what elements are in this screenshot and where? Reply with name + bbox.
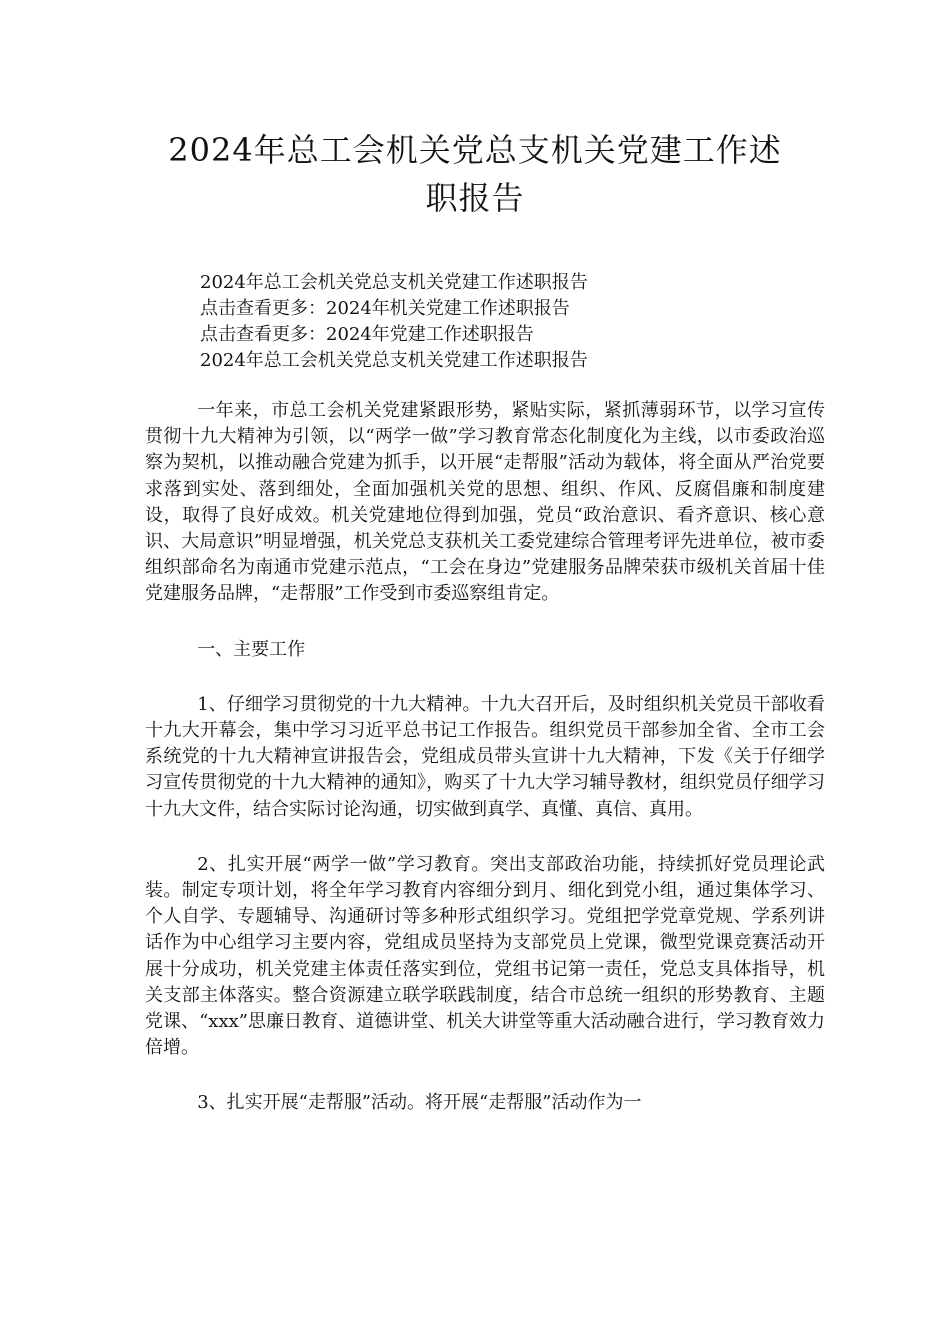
work-item-paragraph: 1、仔细学习贯彻党的十九大精神。十九大召开后，及时组织机关党员干部收看十九大开幕会，集中学习习近平总书记工作报告。组织党员干部参加全省、全市工会系统党的十九大精神宣讲报告会，党组成员带头宣讲十九大精神，下发《关于仔细学习宣传贯彻党的十九大精神的通知》，购买了十九大学习辅导教材，组织党员仔细学习十九大文件，结合实际讨论沟通，切实做到真学、真懂、真信、真用。 [145, 693, 825, 820]
related-link[interactable]: 2024年总工会机关党总支机关党建工作述职报告 [200, 350, 588, 371]
intro-paragraph: 一年来，市总工会机关党建紧跟形势，紧贴实际，紧抓薄弱环节，以学习宣传贯彻十九大精神为引领，以“两学一做”学习教育常态化制度化为主线，以市委政治巡察为契机，以推动融合党建为抓手，以开展“走帮服”活动为载体，将全面从严治党要求落到实处、落到细处，全面加强机关党的思想、组织、作风、反腐倡廉和制度建设，取得了良好成效。机关党建地位得到加强，党员“政治意识、看齐意识、核心意识、大局意识”明显增强，机关党总支获机关工委党建综合管理考评先进单位，被市委组织部命名为南通市党建示范点，“工会在身边”党建服务品牌荣获市级机关首届十佳党建服务品牌，“走帮服”工作受到市委巡察组肯定。 [145, 400, 825, 605]
related-link[interactable]: 点击查看更多：2024年党建工作述职报告 [200, 324, 534, 345]
work-item-paragraph: 2、扎实开展“两学一做”学习教育。突出支部政治功能，持续抓好党员理论武装。制定专项计划，将全年学习教育内容细分到月、细化到党小组，通过集体学习、个人自学、专题辅导、沟通研讨等多种形式组织学习。党组把学党章党规、学系列讲话作为中心组学习主要内容，党组成员坚持为支部党员上党课，微型党课竞赛活动开展十分成功，机关党建主体责任落实到位，党组书记第一责任，党总支具体指导，机关支部主体落实。整合资源建立联学联践制度，结合市总统一组织的形势教育、主题党课、“xxx”思廉日教育、道德讲堂、机关大讲堂等重大活动融合进行，学习教育效力倍增。 [145, 853, 825, 1059]
work-item-paragraph: 3、扎实开展“走帮服”活动。将开展“走帮服”活动作为一 [197, 1092, 642, 1114]
title-line-2: 职报告 [425, 179, 525, 217]
related-link[interactable]: 点击查看更多：2024年机关党建工作述职报告 [200, 298, 570, 319]
document-title [140, 126, 810, 222]
section-heading: 一、主要工作 [197, 638, 306, 660]
document-body [145, 398, 825, 1117]
related-link[interactable]: 2024年总工会机关党总支机关党建工作述职报告 [200, 272, 588, 293]
title-line-1: 2024年总工会机关党总支机关党建工作述 [168, 131, 782, 169]
related-links [200, 270, 820, 374]
